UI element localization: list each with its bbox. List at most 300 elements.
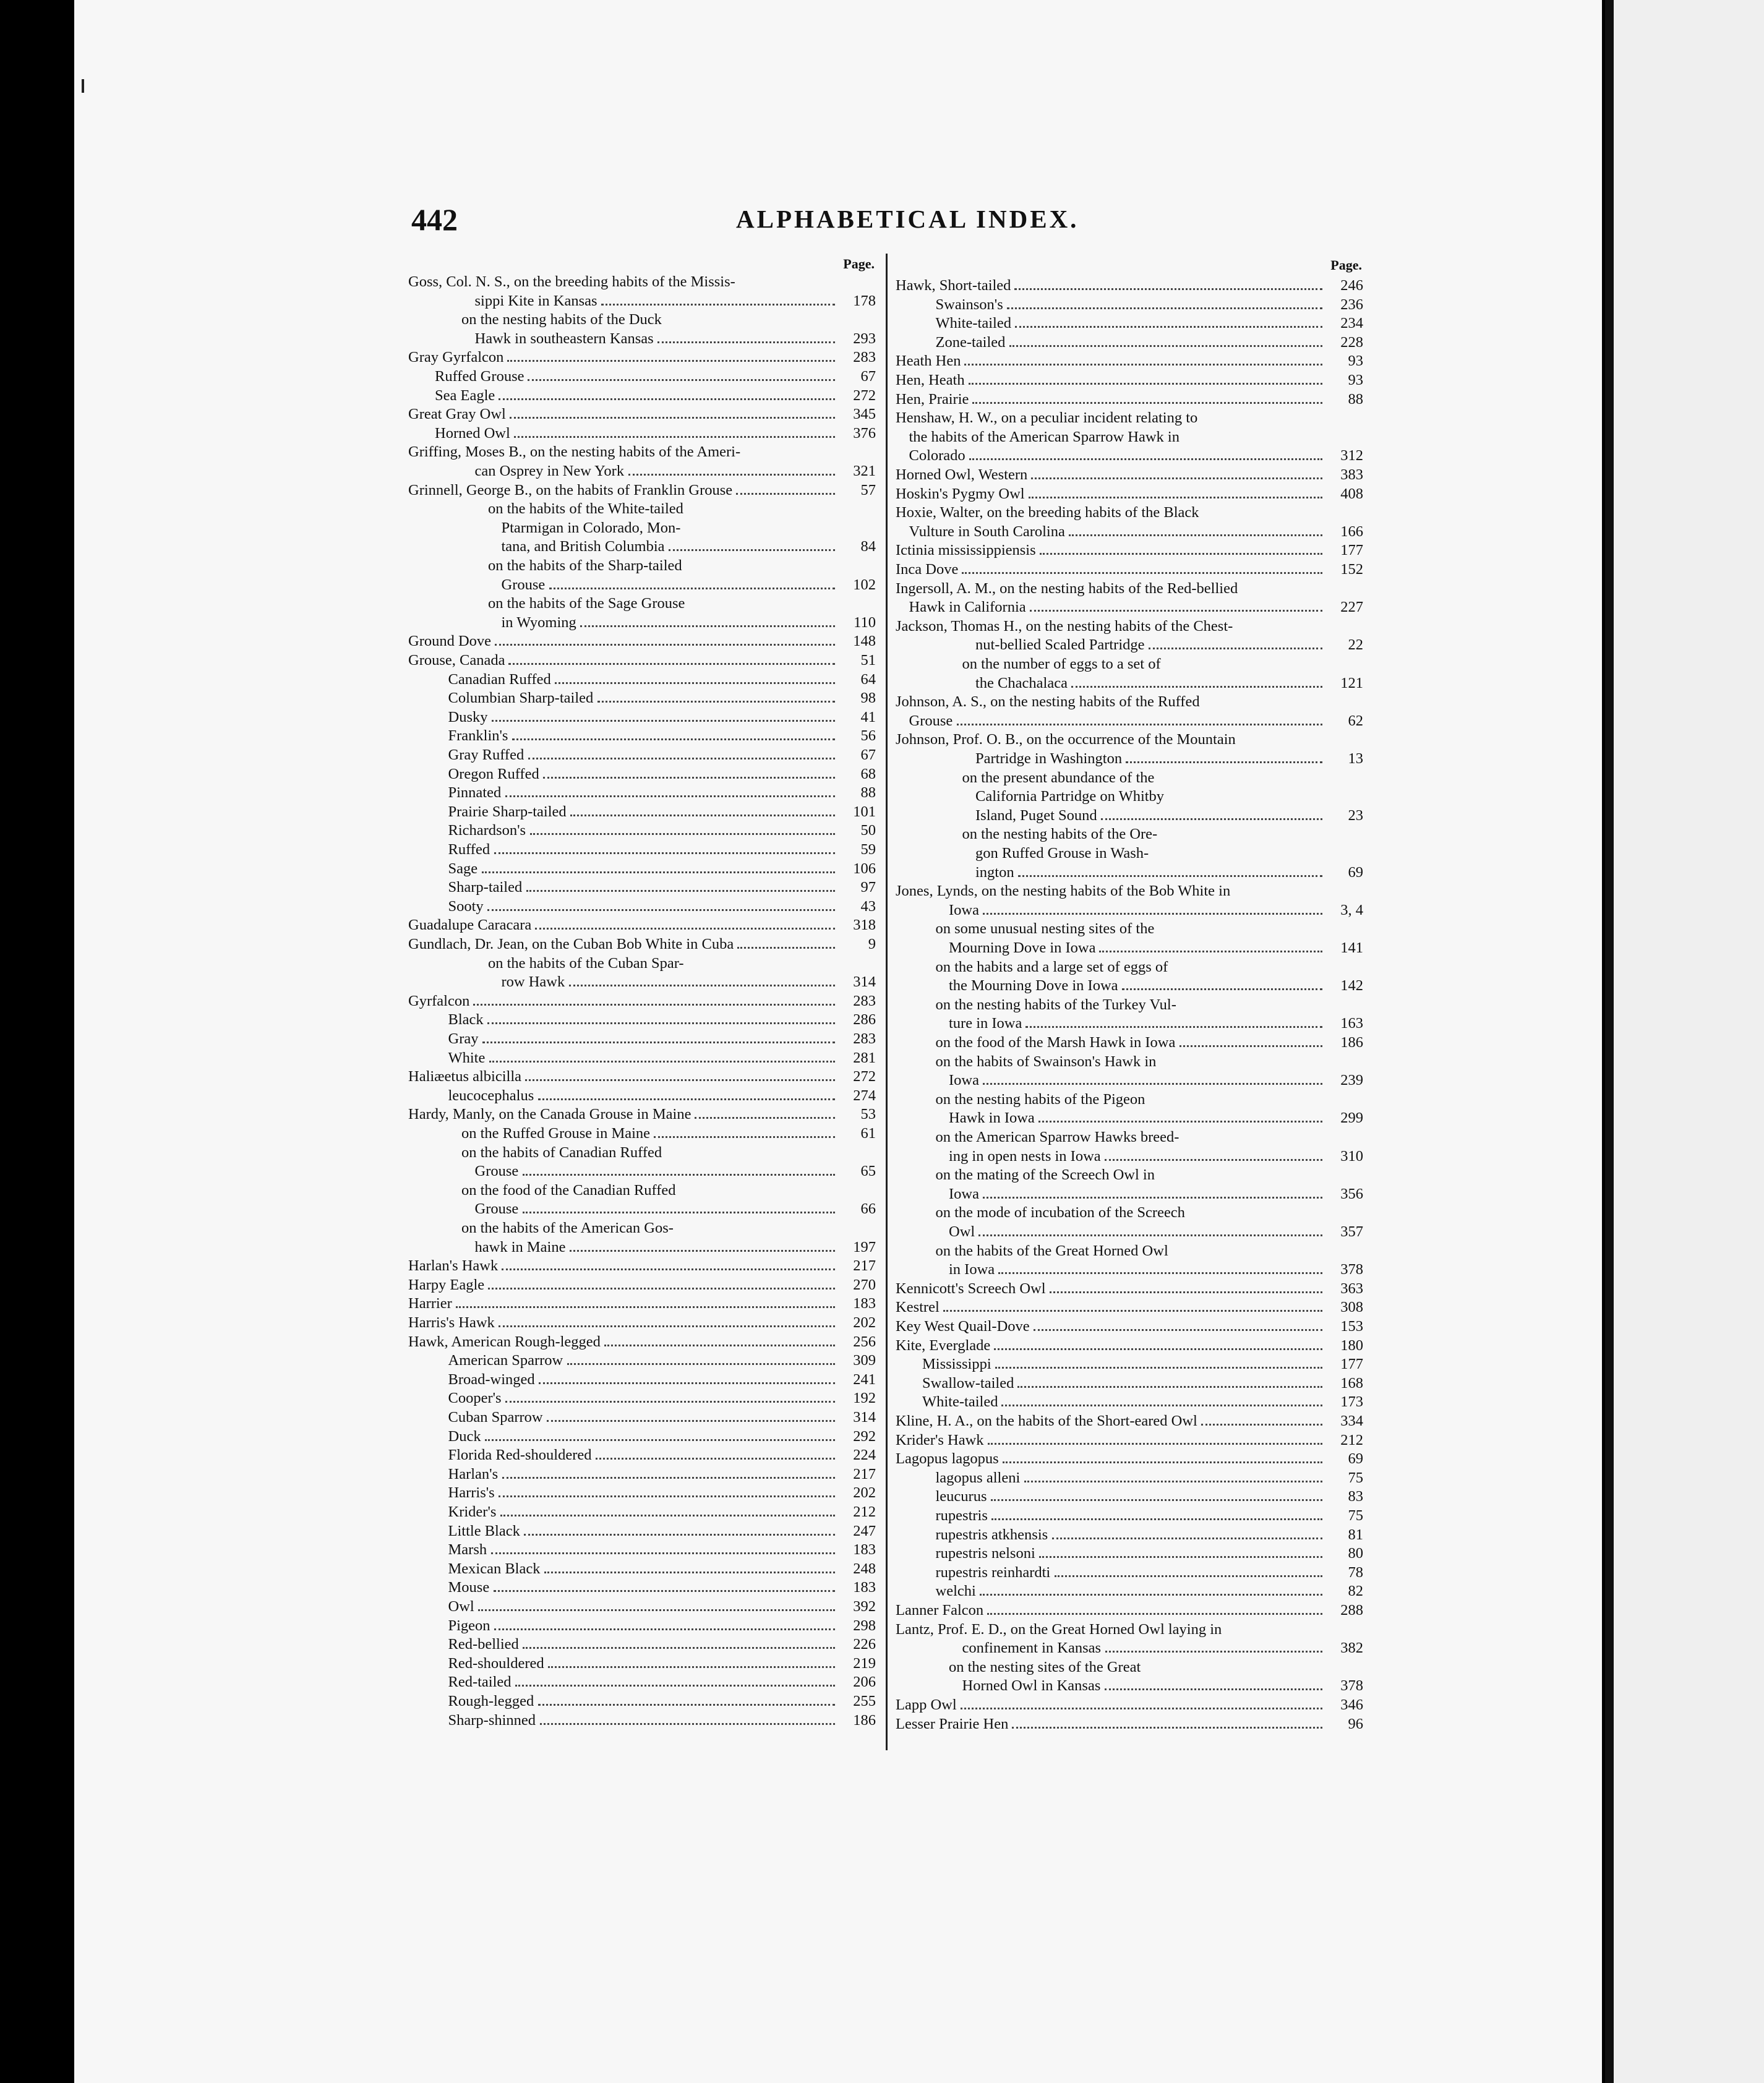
entry-text: Cuban Sparrow (448, 1409, 543, 1426)
index-entry (408, 783, 876, 802)
entry-page: 186 (1340, 1034, 1363, 1051)
column-divider (886, 254, 888, 1750)
dot-leader (485, 1439, 835, 1441)
index-entry (408, 1635, 876, 1654)
index-entry (896, 1052, 1363, 1071)
entry-page: 56 (860, 727, 876, 745)
index-entry (408, 915, 876, 935)
entry-page: 321 (853, 463, 876, 479)
entry-text: Mexican Black (448, 1560, 541, 1577)
index-entry (896, 1222, 1363, 1241)
entry-page: 67 (860, 368, 876, 385)
entry-page: 219 (853, 1654, 876, 1672)
entry-text: Swainson's (935, 296, 1003, 313)
dot-leader (525, 1079, 835, 1081)
index-entry (408, 1332, 876, 1351)
dot-leader (523, 1647, 835, 1649)
entry-text: Grouse (474, 1163, 519, 1180)
entry-page: 57 (860, 481, 876, 498)
entry-page: 66 (860, 1200, 876, 1218)
entry-text: Canadian Ruffed (448, 670, 551, 688)
index-entry (896, 1260, 1363, 1279)
entry-text: Vulture in South Carolina (909, 523, 1065, 540)
index-entry (408, 1238, 876, 1257)
entry-text: Hawk in California (909, 599, 1026, 616)
index-entry (408, 1218, 876, 1238)
entry-text: Johnson, A. S., on the nesting habits of the Ruffed (896, 693, 1200, 711)
dot-leader (943, 1310, 1322, 1312)
entry-page: 93 (1348, 372, 1363, 388)
entry-page: 312 (1340, 447, 1363, 464)
dot-leader (988, 1443, 1322, 1445)
entry-text: gon Ruffed Grouse in Wash- (975, 845, 1149, 862)
entry-text: on the number of eggs to a set of (962, 656, 1161, 672)
index-entry (408, 1181, 876, 1200)
entry-text: Kline, H. A., on the habits of the Short-eared Owl (896, 1413, 1197, 1429)
entry-text: Sharp-tailed (448, 879, 523, 896)
dot-leader (957, 724, 1322, 725)
dot-leader (978, 1234, 1322, 1236)
dot-leader (1015, 326, 1322, 328)
entry-text: Oregon Ruffed (448, 765, 539, 782)
entry-page: 180 (1340, 1337, 1363, 1354)
index-entry (408, 1559, 876, 1578)
index-entry (896, 522, 1363, 541)
entry-text: the habits of the American Sparrow Hawk in (909, 428, 1180, 445)
entry-page: 101 (853, 803, 876, 820)
entry-page: 59 (860, 841, 876, 858)
entry-text: Harris's (448, 1484, 495, 1502)
entry-page: 69 (1348, 863, 1363, 881)
entry-page: 69 (1348, 1450, 1363, 1468)
dot-leader (654, 1136, 835, 1138)
index-entry (408, 745, 876, 764)
index-entry (896, 730, 1363, 749)
entry-page: 173 (1340, 1393, 1363, 1411)
entry-text: Broad-winged (448, 1371, 535, 1388)
entry-text: on the food of the Marsh Hawk in Iowa (935, 1034, 1176, 1051)
entry-page: 178 (853, 292, 876, 309)
index-entry (408, 651, 876, 670)
dot-leader (1055, 1575, 1322, 1577)
entry-text: Ground Dove (408, 633, 492, 650)
entry-text: Pinnated (448, 784, 502, 802)
entry-text: Lanner Falcon (896, 1602, 984, 1619)
index-entry (896, 446, 1363, 465)
index-entry (408, 859, 876, 878)
dot-leader (1034, 1329, 1322, 1331)
dot-leader (737, 947, 835, 949)
entry-page: 363 (1340, 1280, 1363, 1297)
index-entry (408, 1672, 876, 1692)
entry-text: Krider's (448, 1503, 497, 1520)
entry-page: 3, 4 (1340, 901, 1363, 918)
entry-page: 376 (853, 424, 876, 442)
entry-text: Swallow-tailed (922, 1374, 1014, 1392)
entry-text: Gray (448, 1030, 479, 1047)
entry-page: 255 (853, 1693, 876, 1709)
index-entry (896, 635, 1363, 654)
entry-page: 166 (1340, 523, 1363, 540)
entry-text: nut-bellied Scaled Partridge (975, 636, 1145, 654)
dot-leader (538, 1704, 835, 1706)
entry-text: Hawk, Short-tailed (896, 277, 1011, 294)
entry-text: Key West Quail-Dove (896, 1318, 1030, 1335)
index-entry (896, 465, 1363, 484)
entry-text: Columbian Sharp-tailed (448, 690, 594, 707)
index-entry (896, 1298, 1363, 1317)
index-entry (408, 1048, 876, 1067)
dot-leader (987, 1613, 1322, 1615)
entry-page: 110 (854, 614, 876, 631)
entry-text: Haliæetus albicilla (408, 1068, 522, 1085)
dot-leader (1069, 534, 1322, 536)
dot-leader (1099, 951, 1322, 952)
entry-text: Hawk in Iowa (949, 1110, 1035, 1127)
entry-page: 224 (853, 1447, 876, 1464)
index-entry (896, 1449, 1363, 1468)
entry-page: 392 (853, 1598, 876, 1615)
entry-text: Jackson, Thomas H., on the nesting habits of the Chest- (896, 617, 1233, 635)
index-entry (896, 1336, 1363, 1355)
entry-text: on the mode of incubation of the Screech (935, 1204, 1185, 1221)
index-entry (408, 518, 876, 537)
index-entry (896, 1090, 1363, 1109)
index-entry (408, 481, 876, 500)
dot-leader (488, 1288, 835, 1290)
entry-page: 61 (860, 1125, 876, 1142)
index-entry (896, 806, 1363, 825)
dot-leader (555, 682, 835, 684)
index-entry (408, 821, 876, 840)
entry-text: California Partridge on Whitby (975, 788, 1165, 805)
dot-leader (1101, 818, 1322, 820)
entry-text: on the habits of Swainson's Hawk in (935, 1053, 1157, 1070)
entry-page: 50 (860, 822, 876, 839)
entry-text: row Hawk (501, 973, 565, 991)
entry-page: 334 (1340, 1413, 1363, 1429)
dot-leader (1105, 1159, 1322, 1161)
entry-text: Harris's Hawk (408, 1314, 495, 1331)
entry-page: 152 (1340, 561, 1363, 578)
index-entry (896, 1620, 1363, 1639)
dot-leader (736, 493, 835, 495)
entry-page: 283 (853, 992, 876, 1009)
index-entry (408, 1502, 876, 1521)
index-entry (896, 1638, 1363, 1657)
entry-text: Owl (949, 1223, 975, 1240)
entry-page: 106 (853, 860, 876, 877)
entry-text: in Wyoming (501, 614, 576, 631)
entry-page: 141 (1340, 939, 1363, 956)
entry-text: Sharp-shinned (448, 1711, 536, 1729)
index-entry (896, 1071, 1363, 1090)
entry-text: on the habits of the White-tailed (488, 500, 683, 518)
entry-text: Harlan's (448, 1465, 499, 1482)
dot-leader (1007, 307, 1322, 309)
entry-page: 197 (853, 1238, 876, 1255)
dot-leader (1012, 1727, 1322, 1729)
entry-text: Iowa (949, 1072, 979, 1089)
entry-page: 248 (853, 1560, 876, 1577)
dot-leader (995, 1367, 1322, 1369)
dot-leader (657, 341, 835, 343)
dot-leader (669, 549, 835, 551)
dot-leader (1122, 988, 1322, 990)
entry-text: Iowa (949, 1185, 979, 1202)
index-entry (896, 541, 1363, 560)
entry-text: tana, and British Columbia (501, 538, 665, 555)
entry-page: 283 (853, 349, 876, 366)
index-entry (896, 390, 1363, 409)
entry-page: 13 (1348, 750, 1363, 767)
entry-page: 283 (853, 1030, 876, 1047)
index-entry (896, 938, 1363, 957)
entry-text: lagopus alleni (935, 1469, 1021, 1486)
dot-leader (601, 304, 835, 306)
index-entry (408, 802, 876, 821)
dot-leader (1031, 477, 1322, 479)
dot-leader (543, 777, 835, 779)
entry-page: 22 (1348, 636, 1363, 654)
entry-text: White (448, 1049, 486, 1066)
entry-page: 309 (853, 1352, 876, 1369)
entry-text: Sooty (448, 897, 484, 915)
dot-leader (567, 1363, 835, 1365)
entry-page: 65 (860, 1163, 876, 1180)
index-entry (896, 1581, 1363, 1601)
entry-page: 148 (853, 633, 876, 650)
index-entry (896, 579, 1363, 598)
index-entry (896, 1354, 1363, 1374)
entry-page: 274 (853, 1087, 876, 1104)
index-entry (896, 674, 1363, 693)
index-entry (408, 954, 876, 973)
entry-text: Lesser Prairie Hen (896, 1715, 1009, 1732)
dot-leader (494, 1628, 835, 1630)
entry-page: 121 (1340, 674, 1363, 691)
dot-leader (515, 1685, 835, 1687)
entry-page: 153 (1340, 1318, 1363, 1335)
entry-page: 82 (1348, 1583, 1363, 1600)
dot-leader (482, 871, 835, 873)
entry-page: 98 (860, 690, 876, 707)
entry-text: Marsh (448, 1541, 487, 1559)
dot-leader (1050, 1291, 1322, 1293)
entry-text: Lapp Owl (896, 1696, 957, 1713)
entry-page: 97 (860, 879, 876, 896)
index-entry (896, 1374, 1363, 1393)
dot-leader (507, 360, 835, 362)
dot-leader (1149, 648, 1322, 649)
index-entry (896, 1431, 1363, 1450)
entry-text: rupestris nelsoni (935, 1545, 1035, 1562)
dot-leader (1071, 686, 1322, 688)
entry-text: Jones, Lynds, on the nesting habits of the Bob White in (896, 883, 1231, 900)
entry-text: Lantz, Prof. E. D., on the Great Horned Owl laying in (896, 1620, 1222, 1638)
index-entry (408, 499, 876, 518)
entry-text: Pigeon (448, 1617, 490, 1634)
dot-leader (547, 1420, 835, 1422)
entry-text: American Sparrow (448, 1352, 563, 1369)
index-entry (408, 670, 876, 689)
dot-leader (580, 625, 835, 627)
index-entry (408, 991, 876, 1011)
index-entry (896, 1108, 1363, 1127)
entry-page: 318 (853, 917, 876, 934)
index-entry (896, 1147, 1363, 1166)
entry-page: 288 (1340, 1602, 1363, 1619)
index-entry (408, 1161, 876, 1181)
index-entry (408, 878, 876, 897)
index-entry (408, 1105, 876, 1124)
index-entry (408, 897, 876, 916)
dot-leader (1017, 1386, 1322, 1388)
index-entry (896, 1563, 1363, 1582)
dot-leader (1025, 1026, 1322, 1028)
index-entry (896, 503, 1363, 522)
entry-page: 298 (853, 1617, 876, 1634)
entry-text: rupestris (935, 1507, 988, 1524)
index-entry (896, 1468, 1363, 1487)
entry-text: Gyrfalcon (408, 992, 470, 1009)
index-entry (896, 484, 1363, 503)
dot-leader (494, 852, 835, 854)
entry-text: Prairie Sharp-tailed (448, 803, 567, 820)
dot-leader (604, 1345, 835, 1346)
dot-leader (1039, 1556, 1322, 1558)
dot-leader (570, 1250, 835, 1252)
entry-page: 217 (853, 1465, 876, 1482)
index-entry (408, 613, 876, 632)
dot-leader (489, 1061, 835, 1063)
running-title: ALPHABETICAL INDEX. (736, 205, 1079, 233)
entry-text: Cooper's (448, 1390, 502, 1407)
dot-leader (540, 1723, 835, 1725)
entry-text: Sea Eagle (435, 387, 495, 404)
index-entry (408, 726, 876, 745)
dot-leader (1018, 875, 1322, 877)
entry-text: on the mating of the Screech Owl in (935, 1166, 1155, 1184)
index-entry (896, 824, 1363, 844)
entry-page: 183 (853, 1541, 876, 1559)
index-entry (408, 1199, 876, 1218)
entry-text: Gray Ruffed (448, 746, 524, 763)
entry-page: 272 (853, 1068, 876, 1085)
entry-text: Ingersoll, A. M., on the nesting habits of the Red-bellied (896, 580, 1238, 597)
index-entry (408, 1597, 876, 1616)
entry-text: Colorado (909, 447, 965, 464)
index-entry (408, 1351, 876, 1370)
dot-leader (495, 644, 835, 646)
entry-page: 228 (1340, 333, 1363, 351)
entry-text: Great Gray Owl (408, 406, 506, 423)
dot-leader (491, 1552, 835, 1554)
index-entry (896, 427, 1363, 447)
entry-text: Griffing, Moses B., on the nesting habits of the Ameri- (408, 443, 741, 461)
entry-page: 183 (853, 1295, 876, 1312)
index-entry (408, 594, 876, 613)
entry-page: 236 (1340, 296, 1363, 313)
page-column-label: Page. (843, 256, 875, 272)
index-entry (408, 1086, 876, 1105)
entry-text: Red-shouldered (448, 1654, 544, 1672)
dot-leader (695, 1117, 835, 1119)
dot-leader (991, 1518, 1322, 1520)
entry-text: Gundlach, Dr. Jean, on the Cuban Bob White in Cuba (408, 936, 734, 952)
entry-page: 378 (1340, 1261, 1363, 1278)
entry-text: on the nesting sites of the Great (949, 1658, 1141, 1675)
entry-page: 310 (1340, 1147, 1363, 1165)
dot-leader (991, 1499, 1322, 1501)
entry-text: Sage (448, 860, 478, 877)
entry-text: ture in Iowa (949, 1015, 1022, 1032)
entry-page: 75 (1348, 1469, 1363, 1486)
entry-page: 183 (853, 1579, 876, 1596)
entry-text: the Mourning Dove in Iowa (949, 977, 1118, 994)
entry-page: 51 (860, 652, 876, 669)
index-entry (408, 424, 876, 443)
dot-leader (1009, 345, 1322, 347)
entry-text: the Chachalaca (975, 674, 1068, 691)
index-entry (896, 1317, 1363, 1336)
entry-page: 357 (1340, 1223, 1363, 1240)
entry-page: 227 (1340, 599, 1363, 616)
index-entry (896, 1657, 1363, 1677)
index-entry (896, 768, 1363, 787)
dot-leader (983, 1197, 1322, 1199)
entry-text: on the present abundance of the (962, 769, 1155, 786)
index-entry (408, 537, 876, 556)
entry-page: 346 (1340, 1696, 1363, 1713)
entry-text: Lagopus lagopus (896, 1450, 999, 1468)
entry-text: White-tailed (935, 315, 1011, 332)
entry-text: Ictinia mississippiensis (896, 542, 1036, 559)
index-entry (408, 1275, 876, 1294)
entry-page: 186 (853, 1711, 876, 1729)
dot-leader (1105, 1688, 1322, 1690)
entry-page: 102 (853, 576, 876, 593)
entry-text: Gray Gyrfalcon (408, 349, 504, 366)
index-entry (408, 461, 876, 481)
index-entry (896, 1544, 1363, 1563)
index-entry (408, 1388, 876, 1408)
index-entry (896, 1241, 1363, 1260)
entry-text: ing in open nests in Iowa (949, 1147, 1101, 1165)
entry-text: Mourning Dove in Iowa (949, 939, 1096, 956)
entry-page: 382 (1340, 1640, 1363, 1657)
entry-text: Partridge in Washington (975, 750, 1123, 767)
dot-leader (512, 738, 835, 740)
entry-page: 202 (853, 1314, 876, 1331)
index-entry (896, 976, 1363, 995)
entry-text: Hardy, Manly, on the Canada Grouse in Maine (408, 1106, 691, 1123)
index-entry (408, 329, 876, 348)
entry-text: on the habits and a large set of eggs of (935, 958, 1168, 975)
dot-leader (487, 909, 835, 911)
entry-page: 234 (1340, 315, 1363, 332)
index-entry (408, 272, 876, 291)
entry-page: 75 (1348, 1507, 1363, 1524)
dot-leader (487, 1022, 835, 1024)
entry-text: Mouse (448, 1579, 490, 1596)
dot-leader (964, 364, 1322, 366)
entry-page: 96 (1348, 1715, 1363, 1732)
index-entry (408, 688, 876, 708)
dot-leader (1038, 1121, 1322, 1123)
dot-leader (962, 572, 1322, 574)
entry-text: Hawk, American Rough-legged (408, 1333, 601, 1350)
